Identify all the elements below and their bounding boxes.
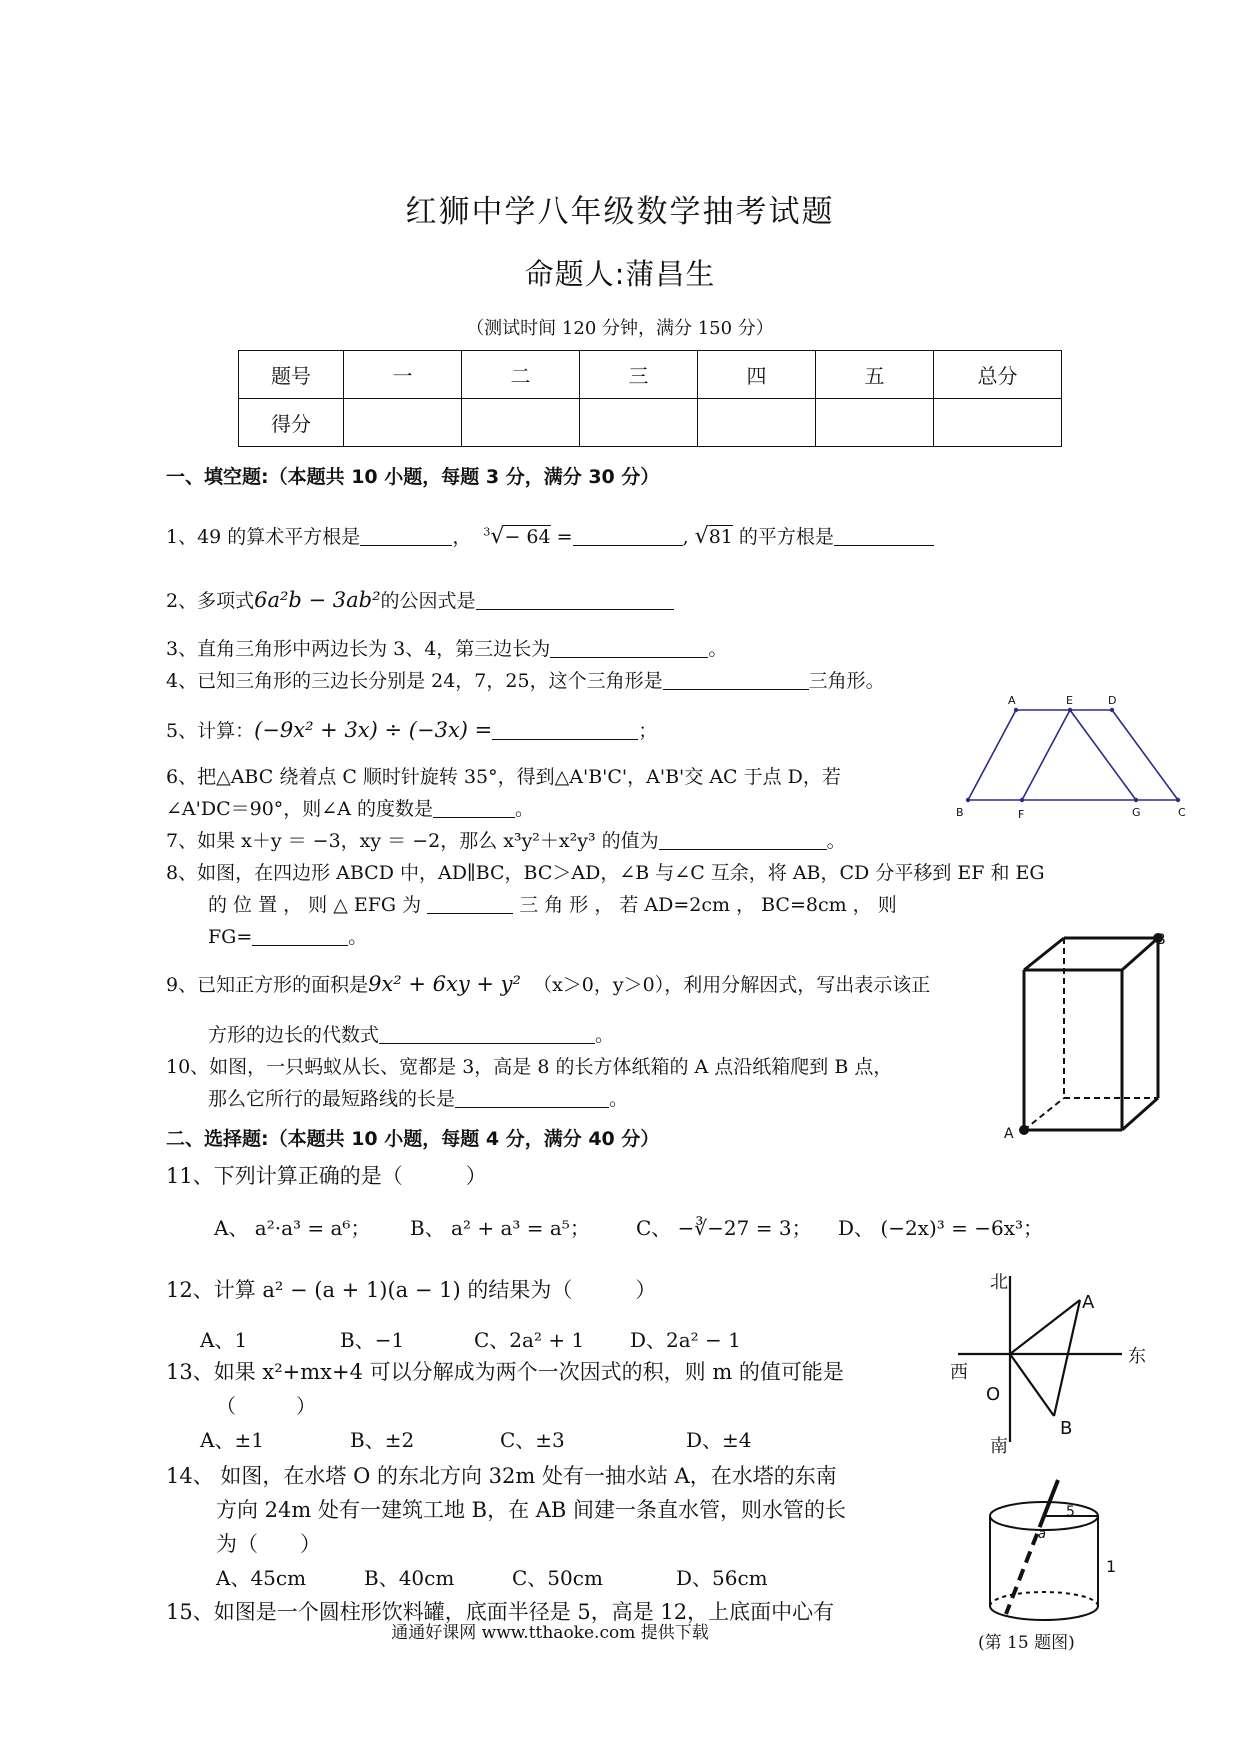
q12-option-d: D、2a² − 1	[630, 1328, 741, 1352]
box-label-a: A	[1004, 1126, 1014, 1142]
question-8-line-3	[208, 922, 367, 949]
compass-south-label: 南	[990, 1436, 1008, 1457]
question-5	[166, 716, 657, 743]
question-6-line-2	[166, 794, 534, 821]
answer-blank	[476, 589, 674, 610]
score-entry-cell	[934, 399, 1062, 447]
q8-text: FG=	[208, 926, 253, 948]
answer-blank	[427, 893, 513, 914]
q9-text: 。	[595, 1024, 615, 1046]
cylinder-figure	[976, 1476, 1136, 1626]
q11-option-b: B、 a² + a³ = a⁵；	[410, 1216, 590, 1240]
q1-text: 的平方根是	[732, 526, 834, 548]
q11-option-a: A、 a²·a³ = a⁶；	[214, 1216, 371, 1240]
trapezoid-label: C	[1178, 806, 1186, 819]
question-10-line-2	[208, 1084, 628, 1111]
q1-text: ,	[682, 526, 689, 548]
radical-icon: √	[694, 524, 709, 549]
radical-icon: √	[490, 524, 505, 549]
q14-option-a: A、45cm	[216, 1566, 307, 1590]
trapezoid-label: B	[956, 806, 964, 819]
q5-expression: (−9x² + 3x) ÷ (−3x) =	[254, 718, 493, 742]
score-table-cell: 题号	[239, 351, 344, 399]
trapezoid-label: A	[1008, 694, 1016, 707]
q8-text: 的 位 置 ， 则 △ EFG 为	[208, 894, 422, 916]
box-label-b: B	[1156, 932, 1166, 948]
answer-blank	[379, 1023, 595, 1044]
compass-figure	[950, 1266, 1160, 1458]
q1-radicand: − 64	[504, 526, 551, 548]
score-table-score-row	[239, 399, 1062, 447]
question-14-line-1: 14、 如图，在水塔 O 的东北方向 32m 处有一抽水站 A，在水塔的东南	[166, 1464, 837, 1488]
compass-west-label: 西	[950, 1362, 968, 1383]
compass-east-label: 东	[1128, 1346, 1146, 1367]
score-entry-cell	[462, 399, 580, 447]
answer-blank	[550, 637, 708, 658]
answer-blank	[834, 525, 934, 546]
q6-text: 。	[515, 798, 535, 820]
q13-option-b: B、±2	[350, 1428, 415, 1452]
author-line: 命题人:蒲昌生	[524, 257, 716, 291]
score-table-cell: 四	[698, 351, 816, 399]
score-table	[238, 350, 1062, 447]
q4-text: 三角形。	[808, 670, 885, 692]
q13-option-c: C、±3	[500, 1428, 565, 1452]
page-footer: 通通好课网 www.tthaoke.com 提供下载	[391, 1623, 709, 1643]
page-title: 红狮中学八年级数学抽考试题	[405, 194, 835, 230]
answer-blank	[663, 669, 809, 690]
question-3	[166, 634, 727, 661]
answer-blank	[573, 525, 683, 546]
score-table-cell: 总分	[934, 351, 1062, 399]
q14-option-c: C、50cm	[512, 1566, 603, 1590]
question-7	[166, 826, 846, 853]
answer-blank	[252, 925, 348, 946]
answer-blank	[433, 797, 515, 818]
q7-text: 7、如果 x＋y ＝ −3，xy ＝ −2，那么 x³y²＋x²y³ 的值为	[166, 830, 659, 852]
compass-north-label: 北	[990, 1272, 1008, 1293]
q10-text: 。	[609, 1088, 629, 1110]
question-1	[166, 522, 934, 549]
question-6-line-1: 6、把△ABC 绕着点 C 顺时针旋转 35°，得到△A'B'C'，A'B'交 AC 于点 D，若	[166, 766, 841, 788]
q13-paren: （ ）	[216, 1394, 316, 1418]
question-13-stem: 13、如果 x²+mx+4 可以分解成为两个一次因式的积，则 m 的值可能是	[166, 1360, 844, 1384]
q13-option-d: D、±4	[686, 1428, 752, 1452]
q10-text: 那么它所行的最短路线的长是	[208, 1088, 456, 1110]
score-table-cell: 五	[816, 351, 934, 399]
q1-root-index: 3	[483, 525, 491, 539]
cylinder-height-label: 1	[1106, 1557, 1117, 1576]
trapezoid-label: G	[1132, 806, 1141, 819]
test-info: （测试时间 120 分钟，满分 150 分）	[466, 318, 774, 339]
q1-text: ，	[452, 526, 472, 548]
question-8-line-1: 8、如图，在四边形 ABCD 中，AD∥BC，BC＞AD，∠B 与∠C 互余，将 AB，CD 分平移到 EF 和 EG	[166, 862, 1045, 884]
answer-blank	[360, 525, 452, 546]
q1-text: 1、49 的算术平方根是	[166, 526, 361, 548]
question-14-line-3: 为（ ）	[216, 1532, 321, 1556]
q9-text: （x＞0，y＞0），利用分解因式，写出表示该正	[533, 974, 931, 996]
trapezoid-label: E	[1066, 694, 1073, 707]
q9-text: 9、已知正方形的面积是	[166, 974, 369, 996]
question-15-line-1: 15、如图是一个圆柱形饮料罐，底面半径是 5，高是 12，上底面中心有	[166, 1600, 835, 1624]
q12-option-a: A、1	[200, 1328, 248, 1352]
question-12-stem: 12、计算 a² − (a + 1)(a − 1) 的结果为（ ）	[166, 1278, 657, 1302]
q8-text: 。	[348, 926, 368, 948]
q1-radicand: 81	[708, 526, 733, 548]
answer-blank	[455, 1087, 609, 1108]
score-entry-cell	[580, 399, 698, 447]
trapezoid-label: F	[1018, 808, 1025, 821]
answer-blank	[492, 719, 638, 740]
score-entry-cell	[698, 399, 816, 447]
trapezoid-figure	[956, 692, 1186, 822]
section-1-title: 一、填空题:（本题共 10 小题，每题 3 分，满分 30 分）	[166, 466, 660, 488]
q8-text: 三 角 形 ， 若 AD=2cm ， BC=8cm ， 则	[513, 894, 897, 916]
q5-text: ；	[638, 720, 658, 742]
q14-option-d: D、56cm	[676, 1566, 768, 1590]
question-14-line-2: 方向 24m 处有一建筑工地 B，在 AB 间建一条直水管，则水管的长	[216, 1498, 847, 1522]
q13-option-a: A、±1	[200, 1428, 264, 1452]
score-table-cell: 得分	[239, 399, 344, 447]
question-10-line-1: 10、如图，一只蚂蚁从长、宽都是 3，高是 8 的长方体纸箱的 A 点沿纸箱爬到 B 点，	[166, 1056, 893, 1078]
q3-text: 。	[708, 638, 728, 660]
answer-blank	[659, 829, 827, 850]
q5-text: 5、计算：	[166, 720, 255, 742]
section-2-title: 二、选择题:（本题共 10 小题，每题 4 分，满分 40 分）	[166, 1128, 660, 1150]
question-4	[166, 666, 885, 693]
q4-text: 4、已知三角形的三边长分别是 24，7，25，这个三角形是	[166, 670, 663, 692]
compass-point-b: B	[1060, 1418, 1073, 1439]
score-table-cell: 二	[462, 351, 580, 399]
trapezoid-label: D	[1108, 694, 1117, 707]
question-11-stem: 11、下列计算正确的是（ ）	[166, 1164, 487, 1188]
q12-option-c: C、2a² + 1	[474, 1328, 585, 1352]
q3-text: 3、直角三角形中两边长为 3、4，第三边长为	[166, 638, 551, 660]
question-8-line-2	[208, 890, 897, 917]
score-table-cell: 一	[344, 351, 462, 399]
q2-text: 的公因式是	[380, 590, 476, 612]
question-2	[166, 586, 674, 613]
score-table-header-row	[239, 351, 1062, 399]
question-9-line-1	[166, 970, 930, 997]
score-entry-cell	[816, 399, 934, 447]
cylinder-radius-label: 5	[1066, 1504, 1075, 1520]
q2-text: 2、多项式	[166, 590, 255, 612]
q14-option-b: B、40cm	[364, 1566, 455, 1590]
question-9-line-2	[208, 1020, 614, 1047]
compass-point-a: A	[1082, 1292, 1095, 1313]
q2-expression: 6a²b − 3ab²	[254, 588, 381, 612]
q12-option-b: B、−1	[340, 1328, 405, 1352]
q6-text: ∠A'DC＝90°，则∠A 的度数是	[166, 798, 433, 820]
compass-origin-label: O	[986, 1384, 1001, 1405]
q1-text: =	[550, 526, 573, 548]
q7-text: 。	[826, 830, 846, 852]
q11-option-d: D、 (−2x)³ = −6x³；	[838, 1216, 1044, 1240]
q9-expression: 9x² + 6xy + y²	[368, 972, 521, 996]
q11-option-c: C、 −∛−27 = 3；	[636, 1216, 812, 1240]
cylinder-caption: (第 15 题图)	[978, 1633, 1075, 1653]
score-table-cell: 三	[580, 351, 698, 399]
cylinder-angle-label: a	[1038, 1527, 1046, 1542]
score-entry-cell	[344, 399, 462, 447]
q9-text: 方形的边长的代数式	[208, 1024, 380, 1046]
box-figure	[1000, 930, 1166, 1146]
